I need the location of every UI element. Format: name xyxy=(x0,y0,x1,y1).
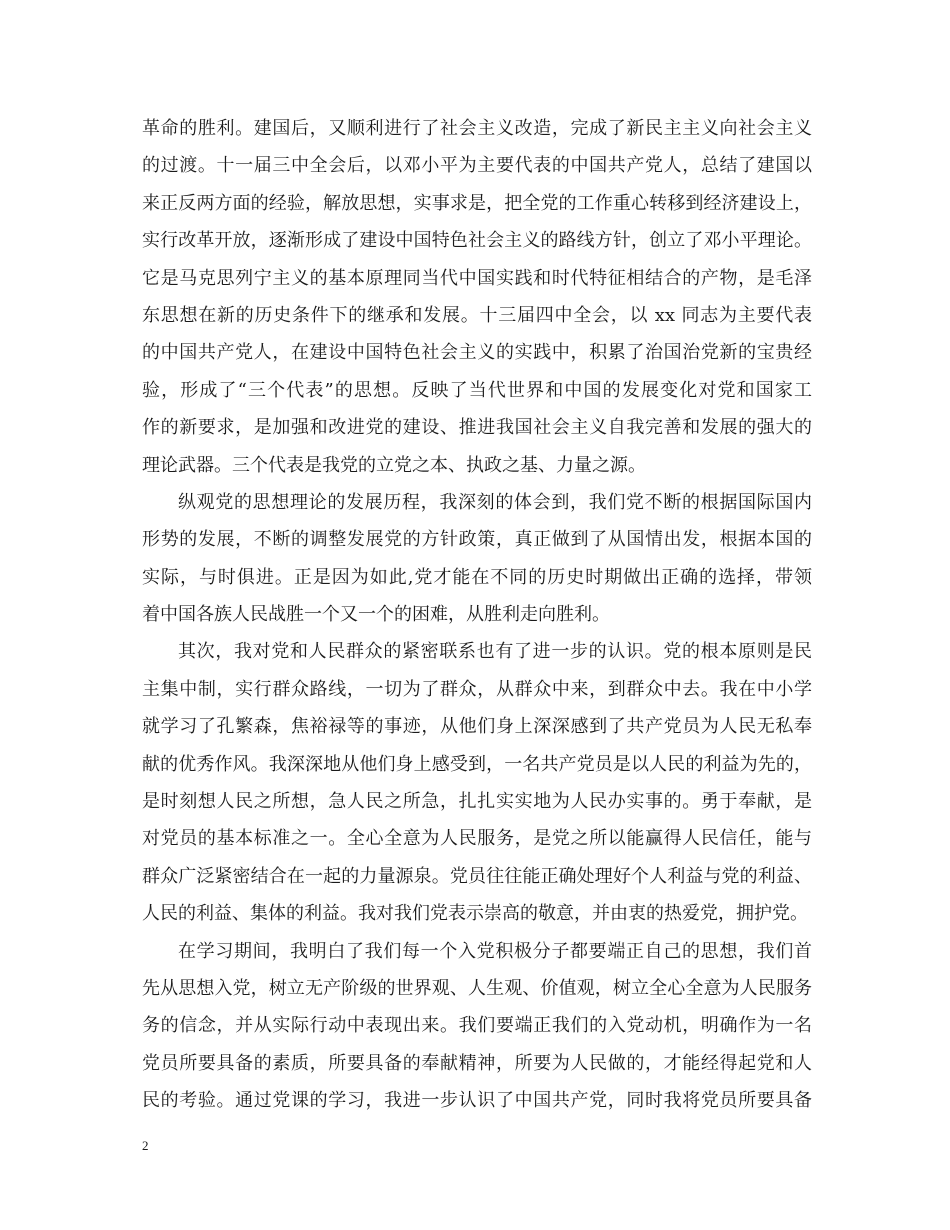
text-line: 理论武器。三个代表是我党的立党之本、执政之基、力量之源。 xyxy=(142,454,646,476)
text-line: 对党员的基本标准之一。全心全意为人民服务，是党之所以能赢得人民信任，能与 xyxy=(142,828,812,850)
text-line: 的过渡。十一届三中全会后，以邓小平为主要代表的中国共产党人，总结了建国以 xyxy=(142,155,812,177)
text-line: 东思想在新的历史条件下的继承和发展。十三届四中全会，以 xx 同志为主要代表 xyxy=(142,304,812,326)
text-line: 在学习期间，我明白了我们每一个入党积极分子都要端正自己的思想，我们首 xyxy=(178,940,812,962)
text-line: 验，形成了“三个代表”的思想。反映了当代世界和中国的发展变化对党和国家工 xyxy=(142,379,812,401)
text-line: 形势的发展，不断的调整发展党的方针政策，真正做到了从国情出发，根据本国的 xyxy=(142,529,812,551)
text-line: 主集中制，实行群众路线，一切为了群众，从群众中来，到群众中去。我在中小学 xyxy=(142,678,812,700)
text-line: 实行改革开放，逐渐形成了建设中国特色社会主义的路线方针，创立了邓小平理论。 xyxy=(142,230,812,252)
text-line: 纵观党的思想理论的发展历程，我深刻的体会到，我们党不断的根据国际国内 xyxy=(178,491,812,513)
text-line: 就学习了孔繁森，焦裕禄等的事迹，从他们身上深深感到了共产党员为人民无私奉 xyxy=(142,716,812,738)
text-line: 实际，与时俱进。正是因为如此,党才能在不同的历史时期做出正确的选择，带领 xyxy=(142,566,812,588)
text-line: 其次，我对党和人民群众的紧密联系也有了进一步的认识。党的根本原则是民 xyxy=(178,641,812,663)
text-line: 来正反两方面的经验，解放思想，实事求是，把全党的工作重心转移到经济建设上， xyxy=(142,192,812,214)
text-line: 民的考验。通过党课的学习，我进一步认识了中国共产党，同时我将党员所要具备 xyxy=(142,1090,812,1112)
text-line: 献的优秀作风。我深深地从他们身上感受到，一名共产党员是以人民的利益为先的， xyxy=(142,753,812,775)
text-line: 革命的胜利。建国后，又顺利进行了社会主义改造，完成了新民主主义向社会主义 xyxy=(142,118,812,139)
text-line: 人民的利益、集体的利益。我对我们党表示崇高的敬意，并由衷的热爱党，拥护党。 xyxy=(142,903,808,925)
text-line: 党员所要具备的素质，所要具备的奉献精神，所要为人民做的，才能经得起党和人 xyxy=(142,1052,812,1074)
text-line: 是时刻想人民之所想，急人民之所急，扎扎实实地为人民办实事的。勇于奉献，是 xyxy=(142,791,812,813)
text-line: 群众广泛紧密结合在一起的力量源泉。党员往往能正确处理好个人利益与党的利益、 xyxy=(142,865,812,887)
text-line: 它是马克思列宁主义的基本原理同当代中国实践和时代特征相结合的产物，是毛泽 xyxy=(142,267,812,289)
page-number: 2 xyxy=(142,1138,149,1153)
text-line: 先从思想入党，树立无产阶级的世界观、人生观、价值观，树立全心全意为人民服务 xyxy=(142,977,812,999)
body-text xyxy=(142,110,812,1120)
text-line: 务的信念，并从实际行动中表现出来。我们要端正我们的入党动机，明确作为一名 xyxy=(142,1015,812,1037)
text-line: 作的新要求，是加强和改进党的建设、推进我国社会主义自我完善和发展的强大的 xyxy=(142,417,812,439)
text-line: 着中国各族人民战胜一个又一个的困难，从胜利走向胜利。 xyxy=(142,604,610,626)
text-line: 的中国共产党人，在建设中国特色社会主义的实践中，积累了治国治党新的宝贵经 xyxy=(142,342,812,364)
